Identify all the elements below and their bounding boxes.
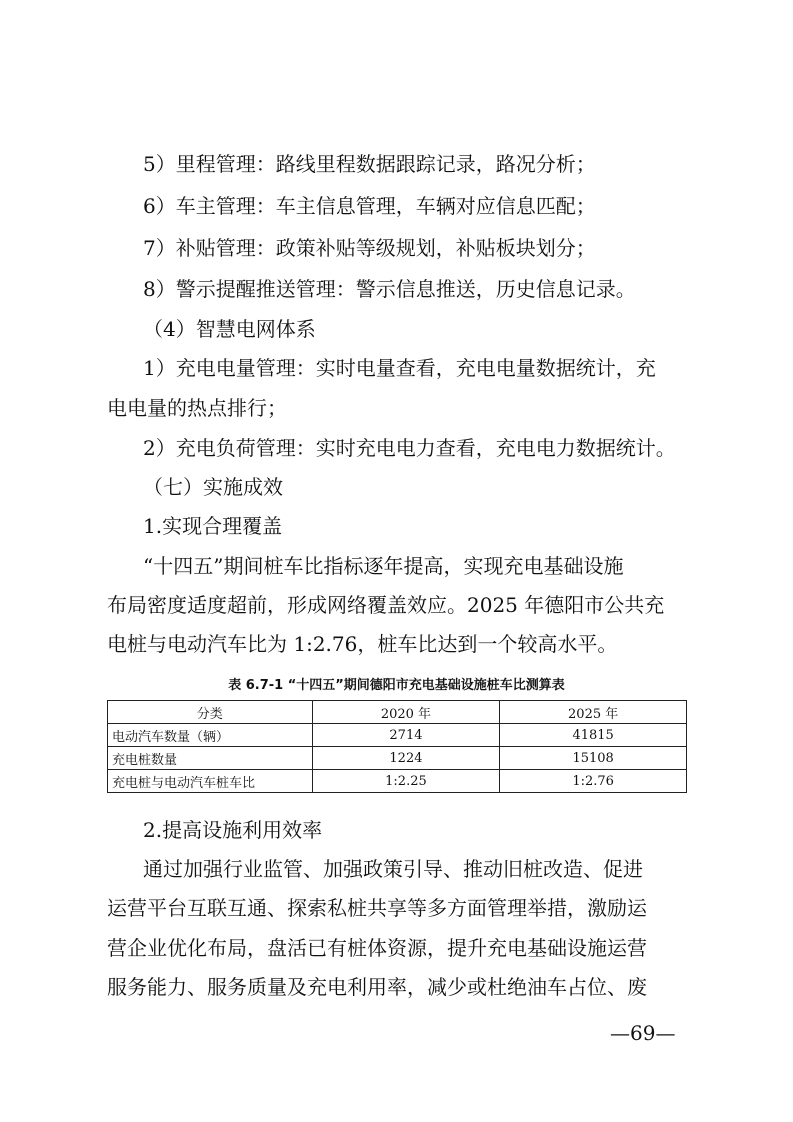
table-cell: 1224 [312, 747, 500, 770]
table-cell: 1:2.76 [500, 770, 687, 793]
heading-efficiency: 2.提高设施利用效率 [143, 818, 323, 842]
paragraph-charging-load: 2）充电负荷管理：实时充电电力查看，充电电力数据统计。 [143, 436, 676, 460]
header-2020: 2020 年 [312, 701, 500, 724]
table-cell: 充电桩与电动汽车桩车比 [108, 770, 313, 793]
heading-smart-grid: （4）智慧电网体系 [143, 317, 316, 341]
paragraph-efficiency-3: 营企业优化布局，盘活已有桩体资源，提升充电基础设施运营 [107, 936, 647, 960]
table-cell: 41815 [500, 724, 687, 747]
table-header-row [108, 701, 687, 724]
header-2025: 2025 年 [500, 701, 687, 724]
paragraph-efficiency-4: 服务能力、服务质量及充电利用率，减少或杜绝油车占位、废 [107, 975, 647, 999]
table-cell: 电动汽车数量（辆） [108, 724, 313, 747]
table-cell: 充电桩数量 [108, 747, 313, 770]
paragraph-charging-energy-cont: 电电量的热点排行； [107, 396, 287, 420]
paragraph-alert: 8）警示提醒推送管理：警示信息推送，历史信息记录。 [143, 277, 636, 301]
table-row [108, 724, 687, 747]
table-cell: 15108 [500, 747, 687, 770]
paragraph-mileage: 5）里程管理：路线里程数据跟踪记录，路况分析； [143, 152, 596, 176]
heading-results: （七）实施成效 [143, 475, 283, 499]
page-number: —69— [610, 1021, 676, 1045]
heading-coverage: 1.实现合理覆盖 [143, 514, 283, 538]
table-row [108, 770, 687, 793]
table-cell: 2714 [312, 724, 500, 747]
table-row [108, 747, 687, 770]
paragraph-subsidy: 7）补贴管理：政策补贴等级规划，补贴板块划分； [143, 236, 596, 260]
table-caption: 表 6.7-1 “十四五”期间德阳市充电基础设施桩车比测算表 [228, 678, 565, 693]
paragraph-coverage-1: “十四五”期间桩车比指标逐年提高，实现充电基础设施 [143, 554, 624, 578]
paragraph-efficiency-2: 运营平台互联互通、探索私桩共享等多方面管理举措，激励运 [107, 896, 647, 920]
table-cell: 1:2.25 [312, 770, 500, 793]
ratio-table [107, 700, 687, 793]
paragraph-coverage-3: 电桩与电动汽车比为 1:2.76，桩车比达到一个较高水平。 [107, 632, 618, 656]
paragraph-charging-energy: 1）充电电量管理：实时电量查看，充电电量数据统计，充 [143, 356, 656, 380]
paragraph-efficiency-1: 通过加强行业监管、加强政策引导、推动旧桩改造、促进 [143, 857, 643, 881]
paragraph-owner: 6）车主管理：车主信息管理，车辆对应信息匹配； [143, 194, 596, 218]
paragraph-coverage-2: 布局密度适度超前，形成网络覆盖效应。2025 年德阳市公共充 [107, 593, 665, 617]
header-category: 分类 [108, 701, 313, 724]
